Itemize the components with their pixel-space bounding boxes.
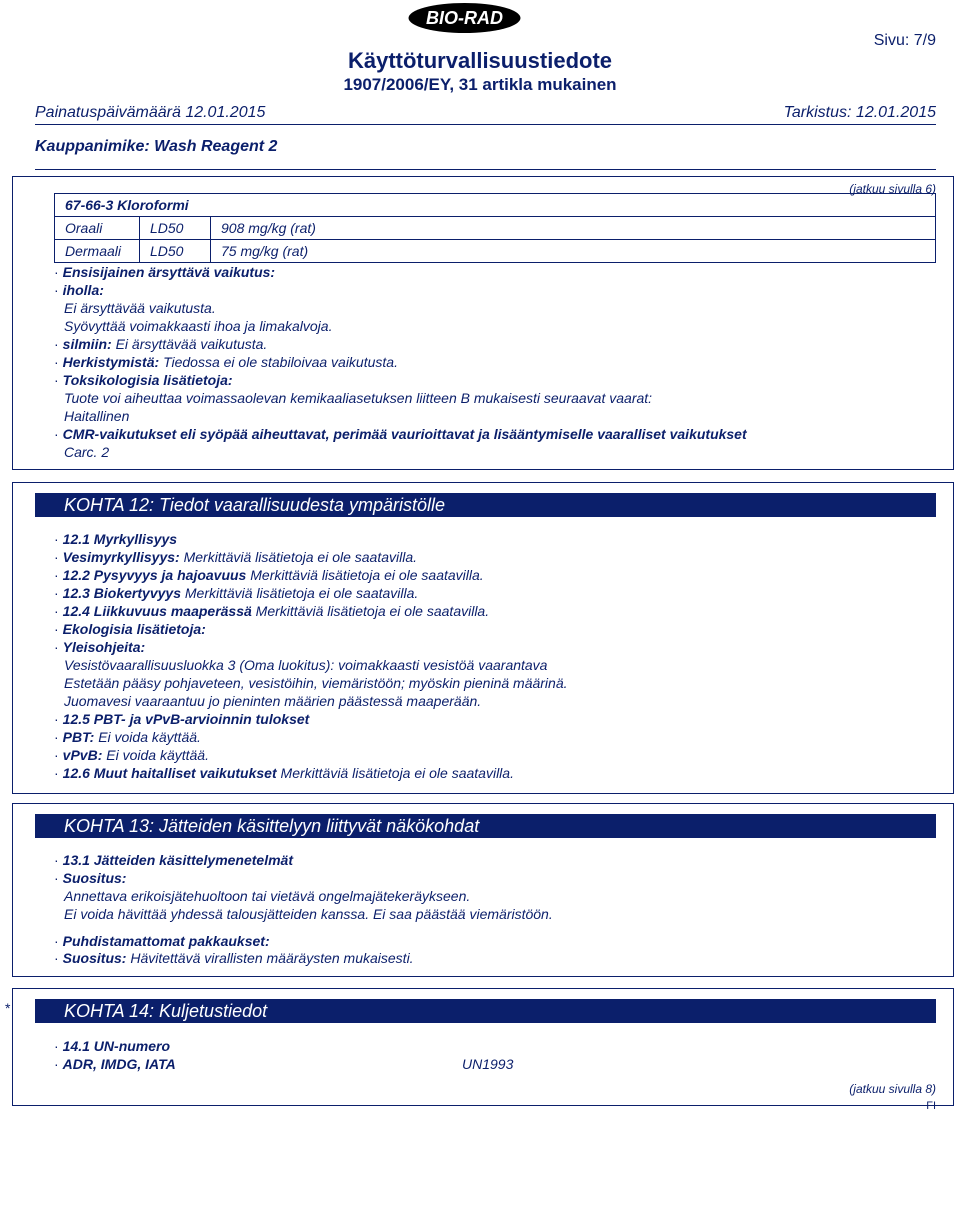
- recommendation-text-1: Annettava erikoisjätehuoltoon tai vietävä ongelmajätekeräykseen.: [64, 888, 471, 904]
- persistence-line: · 12.2 Pysyvyys ja hajoavuus Merkittäviä lisätietoja ei ole saatavilla.: [54, 567, 484, 583]
- continued-from: (jatkuu sivulla 6): [849, 182, 936, 196]
- document-title: Käyttöturvallisuustiedote: [347, 48, 613, 73]
- type-cell: LD50: [140, 240, 211, 263]
- route-cell: Dermaali: [55, 240, 140, 263]
- document-subtitle: 1907/2006/EY, 31 artikla mukainen: [343, 75, 617, 94]
- packaging-heading: · Puhdistamattomat pakkaukset:: [54, 933, 270, 949]
- mobility-line: · 12.4 Liikkuvuus maaperässä Merkittäviä lisätietoja ei ole saatavilla.: [54, 603, 490, 619]
- continued-on: (jatkuu sivulla 8): [849, 1082, 936, 1096]
- bioaccumulation-line: · 12.3 Biokertyvyys Merkittäviä lisätietoja ei ole saatavilla.: [54, 585, 419, 601]
- skin-text-1: Ei ärsyttävää vaikutusta.: [64, 300, 216, 316]
- primary-irritant-heading: · Ensisijainen ärsyttävä vaikutus:: [54, 264, 276, 280]
- recommendation-heading: · Suositus:: [54, 870, 127, 886]
- language-code: FI: [926, 1100, 936, 1112]
- un-number-value: UN1993: [462, 1056, 514, 1072]
- page-number: Sivu: 7/9: [873, 32, 936, 49]
- skin-text-2: Syövyttää voimakkaasti ihoa ja limakalvoja.: [64, 318, 333, 334]
- value-cell: 75 mg/kg (rat): [211, 240, 936, 263]
- revision-date: Tarkistus: 12.01.2015: [783, 104, 936, 121]
- route-cell: Oraali: [55, 217, 140, 240]
- general-notes-3: Juomavesi vaaraantuu jo pieninten määrien päästessä maaperään.: [64, 693, 482, 709]
- un-number-heading: · 14.1 UN-numero: [54, 1038, 171, 1054]
- recommendation-text-2: Ei voida hävittää yhdessä talousjätteiden kanssa. Ei saa päästää viemäristöön.: [64, 906, 553, 922]
- logo-text: BIO-RAD: [426, 8, 503, 28]
- table-row: [55, 217, 936, 240]
- print-date: Painatuspäivämäärä 12.01.2015: [35, 104, 266, 121]
- cmr-heading: · CMR-vaikutukset eli syöpää aiheuttavat, perimää vaurioittavat ja lisääntymiselle vaaralliset vaikutukset: [54, 426, 747, 442]
- transport-modes: · ADR, IMDG, IATA: [54, 1056, 176, 1072]
- trade-name-divider: [35, 169, 936, 170]
- carc-text: Carc. 2: [64, 444, 110, 460]
- packaging-recommendation: · Suositus: Hävitettävä virallisten määräysten mukaisesti.: [54, 950, 414, 966]
- sensitization-line: · Herkistymistä: Tiedossa ei ole stabiloivaa vaikutusta.: [54, 354, 398, 370]
- general-notes-2: Estetään pääsy pohjaveteen, vesistöihin, viemäristöön; myöskin pieninä määrinä.: [64, 675, 568, 691]
- section-14-title: KOHTA 14: Kuljetustiedot: [35, 999, 936, 1023]
- table-row: [55, 240, 936, 263]
- pbt-line: · PBT: Ei voida käyttää.: [54, 729, 201, 745]
- harmful-text: Haitallinen: [64, 408, 130, 424]
- toxicity-heading: · 12.1 Myrkyllisyys: [54, 531, 178, 547]
- trade-name: Kauppanimike: Wash Reagent 2: [35, 138, 278, 155]
- aquatic-toxicity-line: · Vesimyrkyllisyys: Merkittäviä lisätietoja ei ole saatavilla.: [54, 549, 418, 565]
- general-notes-heading: · Yleisohjeita:: [54, 639, 146, 655]
- bio-rad-logo: [407, 2, 522, 34]
- section-12-title: KOHTA 12: Tiedot vaarallisuudesta ympäristölle: [35, 493, 936, 517]
- vpvb-line: · vPvB: Ei voida käyttää.: [54, 747, 209, 763]
- pbt-heading: · 12.5 PBT- ja vPvB-arvioinnin tulokset: [54, 711, 310, 727]
- tox-info-text: Tuote voi aiheuttaa voimassaolevan kemikaaliasetuksen liitteen B mukaisesti seuraavat vaarat:: [64, 390, 653, 406]
- tox-heading: 67-66-3 Kloroformi: [55, 194, 936, 217]
- section-13-title: KOHTA 13: Jätteiden käsittelyyn liittyvät näkökohdat: [35, 814, 936, 838]
- tox-info-heading: · Toksikologisia lisätietoja:: [54, 372, 233, 388]
- eyes-line: · silmiin: Ei ärsyttävää vaikutusta.: [54, 336, 268, 352]
- eco-info-heading: · Ekologisia lisätietoja:: [54, 621, 206, 637]
- other-effects-line: · 12.6 Muut haitalliset vaikutukset Merkittäviä lisätietoja ei ole saatavilla.: [54, 765, 514, 781]
- value-cell: 908 mg/kg (rat): [211, 217, 936, 240]
- general-notes-1: Vesistövaarallisuusluokka 3 (Oma luokitus): voimakkaasti vesistöä vaarantava: [64, 657, 548, 673]
- type-cell: LD50: [140, 217, 211, 240]
- skin-heading: · iholla:: [54, 282, 104, 298]
- waste-methods-heading: · 13.1 Jätteiden käsittelymenetelmät: [54, 852, 294, 868]
- toxicity-table: [54, 193, 936, 263]
- header-divider: [35, 124, 936, 125]
- revision-marker: *: [5, 1000, 11, 1016]
